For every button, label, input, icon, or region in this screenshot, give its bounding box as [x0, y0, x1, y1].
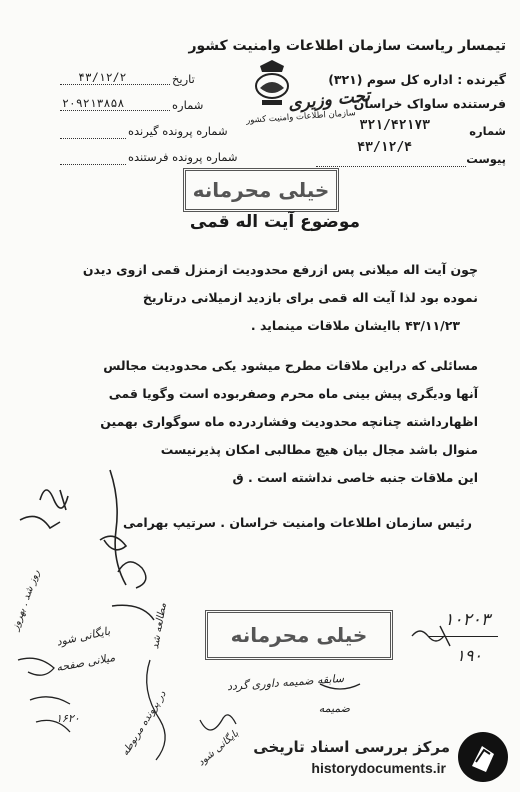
watermark-org: مرکز بررسی اسناد تاریخی	[253, 738, 450, 756]
handwritten-note-left5: مطالعه شد	[150, 602, 169, 650]
handwritten-note-left1: روز شد . بهروز	[10, 568, 43, 632]
number-value: ۲۰۹۲۱۳۸۵۸	[62, 96, 125, 110]
body-line: چون آیت اله میلانی پس ازرفع محدودیت ازمنزل قمی ازوی دیدن	[82, 262, 478, 277]
body-line: مسائلی که دراین ملاقات مطرح میشود یکی محدودیت مجالس	[103, 358, 478, 373]
handwritten-top: تحت وزیری	[287, 85, 371, 115]
classification-stamp-top: خیلی محرمانه	[183, 168, 339, 212]
classification-stamp-bottom: خیلی محرمانه	[205, 610, 393, 660]
date-value: ۴۳/۱۲/۲	[78, 70, 127, 84]
attachment-label: پیوست	[466, 152, 506, 166]
emblem-caption: سازمان اطلاعات وامنیت کشور	[245, 108, 357, 126]
body-line: آنها ودیگری پیش بینی ماه محرم وصفربوده است وگویا قمی	[108, 386, 478, 401]
receiver-line: گیرنده : اداره کل سوم (۳۲۱)	[328, 72, 506, 87]
body-line: نموده بود لذا آیت اله قمی برای بازدید ازمیلانی درتاریخ	[142, 290, 478, 305]
handwritten-divider	[428, 636, 498, 637]
handwritten-note-left6: در پرونده مربوطه	[120, 689, 169, 758]
sender-file-label: شماره پرونده فرستنده	[128, 150, 238, 164]
watermark-url: historydocuments.ir	[311, 760, 446, 776]
body-line: ۴۳/۱۱/۲۳ باایشان ملاقات مینماید .	[250, 318, 460, 333]
handwritten-number: ۱۹۰	[456, 646, 482, 665]
date-label: تاریخ	[172, 72, 195, 86]
recipient-file-label: شماره پرونده گیرنده	[128, 124, 228, 138]
subject-line: موضوع آیت اله قمی	[189, 212, 360, 232]
signature-line: رئیس سازمان اطلاعات وامنیت خراسان . سرتیپ بهرامی	[123, 515, 472, 530]
ref-number-label: شماره	[469, 124, 506, 138]
handwritten-note-left7: بایگانی شود	[196, 728, 241, 769]
sender-line: فرستنده ساواک خراسان	[353, 96, 506, 111]
handwritten-note-left4: ۱۶۲۰	[56, 712, 80, 725]
handwritten-note-middle: سابقه ضمیمه داوری گردد	[226, 671, 345, 694]
body-line: این ملاقات جنبه خاصی نداشته است . ق	[232, 470, 478, 485]
handwritten-note-left2: بایگانی شود	[55, 624, 112, 649]
body-line: اظهارداشته چنانچه محدودیت وفشاردرده ماه سوگواری بهمین	[100, 414, 478, 429]
handwritten-ref: ۱۰۲۰۳	[444, 610, 490, 630]
body-line: منوال باشد مجال بیان هیچ مطالبی امکان پذیرنیست	[160, 442, 478, 457]
handwritten-note-middle2: ضمیمه	[318, 702, 350, 715]
handwritten-note-left3: میلانی صفحه	[55, 650, 117, 675]
org-title: تیمسار ریاست سازمان اطلاعات وامنیت کشور	[188, 38, 506, 54]
watermark-logo-icon	[458, 732, 508, 782]
number-label: شماره	[172, 98, 204, 112]
ref-number-value: ۳۲۱/۴۲۱۷۳	[359, 118, 430, 133]
ref-date-value: ۴۳/۱۲/۴	[357, 140, 412, 155]
